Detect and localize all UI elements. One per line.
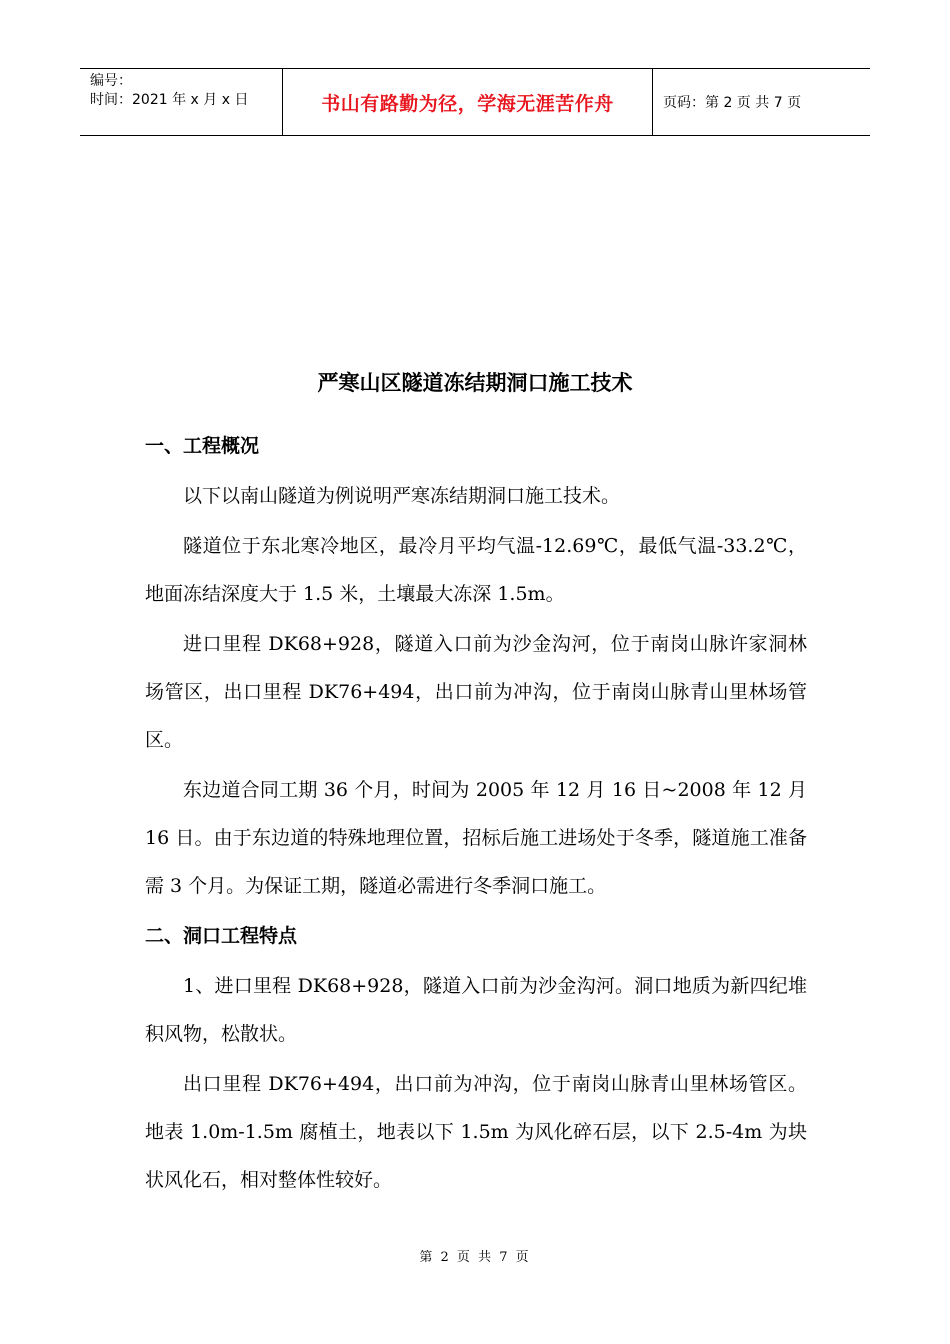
paragraph: 出口里程 DK76+494，出口前为冲沟，位于南岗山脉青山里林场管区。地表 1.0m-1.5m 腐植土，地表以下 1.5m 为风化碎石层，以下 2.5-4m 为块状风化石，相对整体性较好。	[145, 1073, 807, 1191]
time-label: 时间：2021 年 x 月 x 日	[90, 92, 249, 108]
paragraph: 以下以南山隧道为例说明严寒冻结期洞口施工技术。	[183, 485, 621, 507]
page-footer: 第 2 页 共 7 页	[419, 1250, 531, 1265]
section-heading: 一、工程概况	[145, 435, 260, 457]
header-page-info: 页码：第 2 页 共 7 页	[663, 95, 802, 111]
document-title: 严寒山区隧道冻结期洞口施工技术	[317, 371, 633, 395]
paragraph: 隧道位于东北寒冷地区，最冷月平均气温-12.69℃，最低气温-33.2℃，地面冻结深度大于 1.5 米，土壤最大冻深 1.5m。	[145, 535, 807, 605]
header-motto: 书山有路勤为径，学海无涯苦作舟	[282, 69, 653, 135]
page-header	[80, 68, 870, 136]
section-heading: 二、洞口工程特点	[145, 925, 298, 947]
paragraph: 进口里程 DK68+928，隧道入口前为沙金沟河，位于南岗山脉许家洞林场管区，出口里程 DK76+494，出口前为冲沟，位于南岗山脉青山里林场管区。	[145, 633, 807, 751]
paragraph: 东边道合同工期 36 个月，时间为 2005 年 12 月 16 日~2008 年 12 月 16 日。由于东边道的特殊地理位置，招标后施工进场处于冬季，隧道施工准备需 3 个月。为保证工期，隧道必需进行冬季洞口施工。	[145, 779, 807, 897]
paragraph: 1、进口里程 DK68+928，隧道入口前为沙金沟河。洞口地质为新四纪堆积风物，松散状。	[145, 975, 807, 1045]
document-body	[145, 422, 807, 1206]
serial-label: 编号：	[90, 73, 132, 89]
header-meta	[80, 69, 282, 135]
